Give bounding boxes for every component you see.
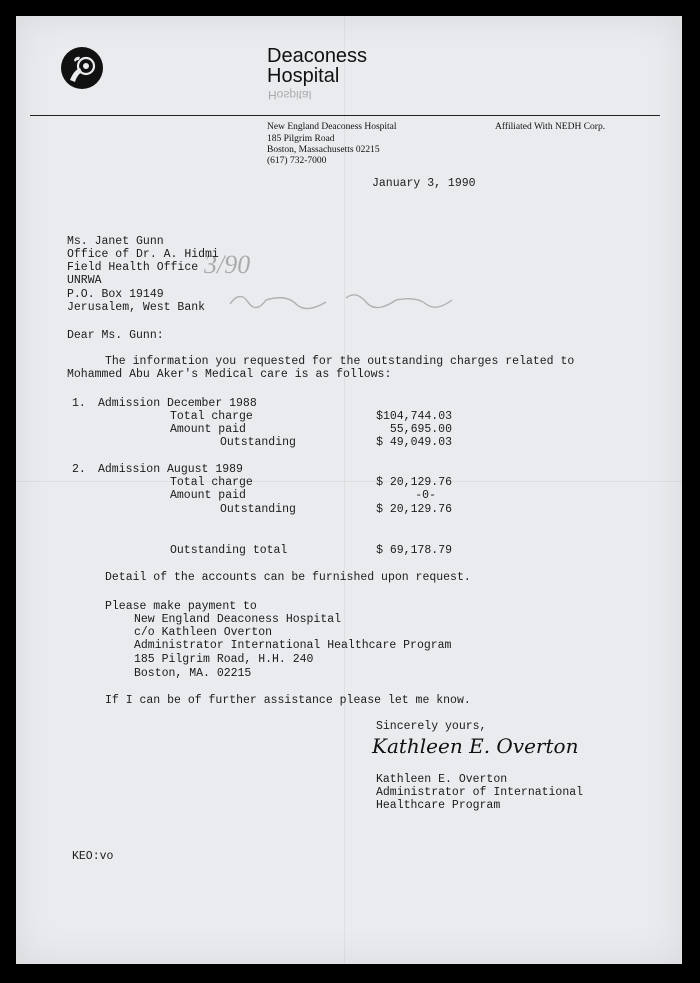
payment-line5: Boston, MA. 02215 — [134, 667, 252, 680]
letterhead-affiliate: New England Deaconess Hospital — [267, 122, 397, 132]
admission-2-outstanding-value: $ 20,129.76 — [376, 503, 452, 516]
admission-2-outstanding-label: Outstanding — [220, 503, 296, 516]
admission-1-paid-label: Amount paid — [170, 423, 246, 436]
payment-line2: c/o Kathleen Overton — [134, 626, 273, 639]
admission-1-title: Admission December 1988 — [98, 397, 257, 410]
detail-line: Detail of the accounts can be furnished upon request. — [105, 571, 471, 584]
closing-sentence: If I can be of further assistance please let me know. — [105, 694, 471, 707]
fold-crease-horizontal — [16, 481, 682, 482]
admission-2-total-value: $ 20,129.76 — [376, 476, 452, 489]
letterhead-rule — [30, 115, 660, 116]
intro-line1: The information you requested for the outstanding charges related to — [105, 355, 575, 368]
admission-1-total-label: Total charge — [170, 410, 253, 423]
signer-name: Kathleen E. Overton — [376, 773, 508, 786]
signature-bleedthrough — [226, 284, 456, 314]
letterhead-phone: (617) 732-7000 — [267, 156, 327, 166]
hospital-name-line1: Deaconess — [267, 45, 368, 67]
letter-date: January 3, 1990 — [372, 177, 476, 190]
typist-initials: KEO:vo — [72, 850, 114, 863]
fold-crease-vertical — [344, 16, 345, 964]
recipient-line4: UNRWA — [67, 274, 102, 287]
recipient-line6: Jerusalem, West Bank — [67, 301, 206, 314]
admission-2-total-label: Total charge — [170, 476, 253, 489]
recipient-line5: P.O. Box 19149 — [67, 288, 164, 301]
admission-2-title: Admission August 1989 — [98, 463, 243, 476]
outstanding-total-value: $ 69,178.79 — [376, 544, 452, 557]
letter-page — [16, 16, 682, 964]
payment-intro: Please make payment to — [105, 600, 257, 613]
salutation: Dear Ms. Gunn: — [67, 329, 164, 342]
payment-line4: 185 Pilgrim Road, H.H. 240 — [134, 653, 314, 666]
admission-1-outstanding-label: Outstanding — [220, 436, 296, 449]
letterhead-affiliation: Affiliated With NEDH Corp. — [495, 122, 606, 132]
recipient-line3: Field Health Office — [67, 261, 199, 274]
signer-title-line1: Administrator of International — [376, 786, 584, 799]
letterhead-address-line2: Boston, Massachusetts 02215 — [267, 145, 380, 155]
hospital-logo-icon — [60, 46, 104, 90]
admission-2-paid-value: -0- — [415, 489, 436, 502]
admission-1-number: 1. — [72, 397, 86, 410]
signer-title-line2: Healthcare Program — [376, 799, 501, 812]
recipient-line1: Ms. Janet Gunn — [67, 235, 164, 248]
letterhead-address-line1: 185 Pilgrim Road — [267, 134, 335, 144]
admission-1-paid-value: 55,695.00 — [389, 423, 452, 436]
hospital-name-bleedthrough: Hospital — [268, 88, 312, 102]
handwritten-signature: Kathleen E. Overton — [372, 734, 579, 758]
admission-1-outstanding-value: $ 49,049.03 — [376, 436, 452, 449]
admission-1-total-value: $104,744.03 — [376, 410, 452, 423]
payment-line1: New England Deaconess Hospital — [134, 613, 342, 626]
sign-off: Sincerely yours, — [376, 720, 487, 733]
recipient-line2: Office of Dr. A. Hidmi — [67, 248, 219, 261]
admission-2-number: 2. — [72, 463, 86, 476]
admission-2-paid-label: Amount paid — [170, 489, 246, 502]
payment-line3: Administrator International Healthcare Program — [134, 639, 452, 652]
hospital-name-line2: Hospital — [267, 65, 340, 87]
intro-line2: Mohammed Abu Aker's Medical care is as follows: — [67, 368, 392, 381]
handwritten-note-bleedthrough: 3/90 — [204, 250, 251, 279]
outstanding-total-label: Outstanding total — [170, 544, 288, 557]
